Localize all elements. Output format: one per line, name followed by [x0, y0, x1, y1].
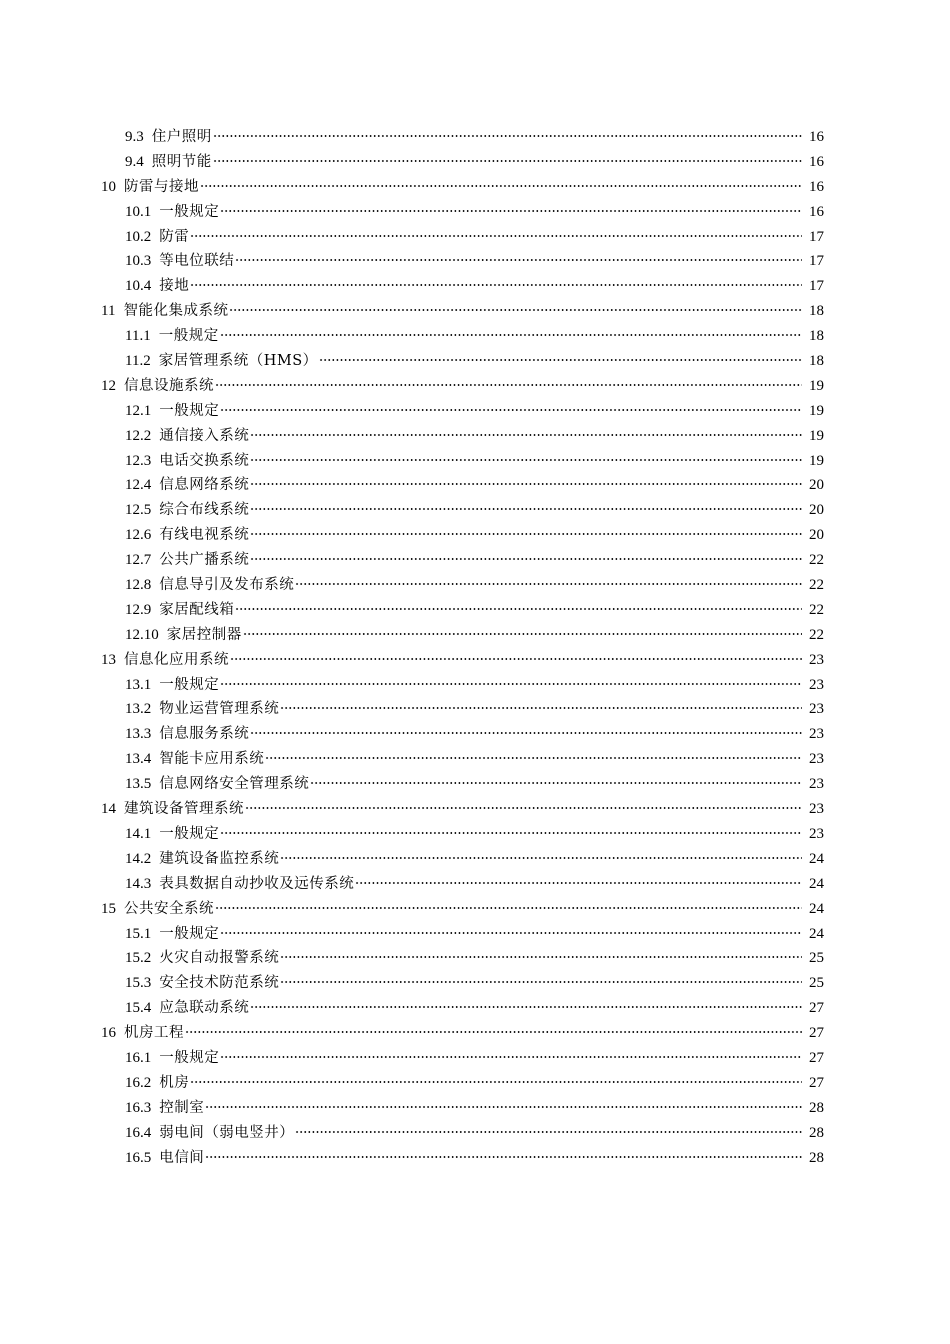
dot-leader	[280, 857, 802, 859]
dot-leader	[220, 1056, 802, 1058]
toc-entry-number: 9.3	[125, 129, 144, 145]
dot-leader	[220, 832, 802, 834]
dot-leader	[220, 683, 802, 685]
toc-entry[interactable]	[0, 648, 950, 673]
dot-leader	[245, 807, 802, 809]
toc-entry-page-number: 17	[809, 253, 824, 270]
dot-leader	[250, 434, 802, 436]
toc-entry-page-number: 23	[809, 801, 824, 818]
toc-entry-page-number: 16	[809, 178, 824, 195]
toc-entry-page-number: 19	[809, 377, 824, 394]
toc-entry[interactable]	[0, 324, 950, 349]
toc-entry-number: 13.2	[125, 701, 152, 718]
toc-entry-title: 一般规定	[159, 203, 220, 220]
toc-entry[interactable]	[0, 623, 950, 648]
dot-leader	[250, 459, 802, 461]
toc-entry-number: 10.2	[125, 228, 152, 245]
toc-entry[interactable]	[0, 399, 950, 424]
toc-entry-title: 防雷	[159, 228, 190, 245]
dot-leader	[243, 633, 802, 635]
toc-entry-page-number: 22	[809, 601, 824, 618]
toc-entry-number: 10.1	[125, 203, 152, 220]
dot-leader	[235, 608, 802, 610]
dot-leader	[205, 1156, 802, 1158]
toc-entry[interactable]	[0, 971, 950, 996]
toc-entry-number: 12	[101, 377, 116, 394]
toc-entry-number: 12.3	[125, 452, 152, 469]
toc-entry[interactable]	[0, 722, 950, 747]
dot-leader	[190, 1081, 802, 1083]
toc-entry[interactable]	[0, 225, 950, 250]
toc-entry-title: 信息设施系统	[124, 377, 214, 394]
toc-entry-page-number: 28	[809, 1124, 824, 1141]
toc-entry[interactable]	[0, 1146, 950, 1171]
toc-entry-number: 15.1	[125, 925, 152, 942]
toc-entry-title: 弱电间（弱电竖井）	[159, 1124, 295, 1141]
toc-entry[interactable]	[0, 498, 950, 523]
toc-entry-title: 机房	[159, 1074, 190, 1091]
toc-entry-page-number: 20	[809, 502, 824, 519]
toc-entry-number: 10.3	[125, 253, 152, 270]
toc-entry-number: 15.2	[125, 950, 152, 967]
dot-leader	[355, 882, 802, 884]
toc-entry-number: 16.1	[125, 1049, 152, 1066]
toc-entry-title: 智能化集成系统	[123, 303, 229, 320]
dot-leader	[215, 384, 802, 386]
toc-entry-title: 表具数据自动抄收及远传系统	[159, 875, 355, 892]
toc-entry-page-number: 18	[809, 353, 824, 370]
toc-entry[interactable]	[0, 897, 950, 922]
dot-leader	[213, 160, 802, 162]
toc-entry-title: 防雷与接地	[124, 178, 199, 195]
toc-entry-number: 14.3	[125, 875, 152, 892]
toc-entry-title: 一般规定	[159, 676, 220, 693]
toc-entry[interactable]	[0, 449, 950, 474]
dot-leader	[190, 284, 802, 286]
toc-entry-title: 照明节能	[151, 153, 212, 170]
toc-entry-page-number: 23	[809, 776, 824, 793]
toc-entry-page-number: 23	[809, 676, 824, 693]
toc-entry-title: 一般规定	[158, 328, 219, 345]
toc-entry-page-number: 18	[809, 303, 824, 320]
toc-entry-number: 10	[101, 178, 116, 195]
toc-entry-page-number: 19	[809, 427, 824, 444]
toc-entry-page-number: 16	[809, 153, 824, 170]
toc-entry[interactable]	[0, 125, 950, 150]
toc-entry-number: 12.8	[125, 577, 152, 594]
toc-entry-number: 12.7	[125, 552, 152, 569]
toc-entry-number: 14.1	[125, 825, 152, 842]
toc-entry-title: 控制室	[159, 1099, 205, 1116]
toc-entry-title: 信息服务系统	[159, 726, 250, 743]
toc-entry-number: 13.1	[125, 676, 152, 693]
toc-entry[interactable]	[0, 847, 950, 872]
dot-leader	[220, 334, 802, 336]
toc-entry-number: 12.10	[125, 626, 159, 643]
toc-entry-number: 13.3	[125, 726, 152, 743]
toc-entry[interactable]	[0, 822, 950, 847]
toc-entry-title: 有线电视系统	[159, 527, 250, 544]
toc-entry[interactable]	[0, 922, 950, 947]
dot-leader	[250, 558, 802, 560]
toc-entry-number: 12.9	[125, 601, 152, 618]
toc-entry[interactable]	[0, 1021, 950, 1046]
toc-entry-title: 应急联动系统	[159, 1000, 250, 1017]
toc-entry-title: 一般规定	[159, 925, 220, 942]
dot-leader	[250, 508, 802, 510]
toc-entry-page-number: 24	[809, 925, 824, 942]
toc-entry-number: 9.4	[125, 153, 144, 170]
toc-entry-title: 智能卡应用系统	[159, 751, 265, 768]
toc-entry-page-number: 28	[809, 1099, 824, 1116]
toc-entry-number: 13.5	[125, 776, 152, 793]
toc-entry[interactable]	[0, 872, 950, 897]
toc-entry-title: 家居管理系统（HMS）	[158, 353, 318, 370]
toc-entry-title: 公共安全系统	[124, 900, 214, 917]
toc-entry-page-number: 23	[809, 726, 824, 743]
dot-leader	[220, 409, 802, 411]
dot-leader	[213, 135, 802, 137]
dot-leader	[230, 658, 802, 660]
toc-entry-number: 11	[101, 303, 116, 320]
toc-entry[interactable]	[0, 946, 950, 971]
dot-leader	[295, 583, 802, 585]
toc-entry[interactable]	[0, 1096, 950, 1121]
dot-leader	[250, 483, 802, 485]
toc-entry-page-number: 27	[809, 1025, 824, 1042]
toc-entry[interactable]	[0, 473, 950, 498]
toc-entry-page-number: 24	[809, 875, 824, 892]
toc-entry-title: 电话交换系统	[159, 452, 250, 469]
dot-leader	[280, 707, 802, 709]
toc-entry[interactable]	[0, 150, 950, 175]
toc-entry-page-number: 19	[809, 402, 824, 419]
toc-entry-page-number: 27	[809, 1074, 824, 1091]
toc-entry[interactable]	[0, 1046, 950, 1071]
toc-entry[interactable]	[0, 598, 950, 623]
toc-entry-number: 12.2	[125, 427, 152, 444]
toc-entry[interactable]	[0, 175, 950, 200]
dot-leader	[250, 533, 802, 535]
dot-leader	[190, 235, 802, 237]
toc-entry-number: 12.5	[125, 502, 152, 519]
toc-entry-number: 16.2	[125, 1074, 152, 1091]
toc-entry-page-number: 18	[809, 328, 824, 345]
toc-entry-number: 10.4	[125, 278, 152, 295]
toc-entry-title: 电信间	[159, 1149, 205, 1166]
toc-entry-number: 16.3	[125, 1099, 152, 1116]
toc-entry-page-number: 27	[809, 1000, 824, 1017]
toc-entry-number: 13.4	[125, 751, 152, 768]
toc-entry-number: 14	[101, 801, 116, 818]
toc-entry-page-number: 22	[809, 577, 824, 594]
toc-entry[interactable]	[0, 697, 950, 722]
toc-entry[interactable]	[0, 349, 950, 374]
toc-entry-title: 接地	[159, 278, 190, 295]
toc-entry[interactable]	[0, 747, 950, 772]
toc-entry-page-number: 23	[809, 651, 824, 668]
toc-entry[interactable]	[0, 673, 950, 698]
dot-leader	[235, 259, 802, 261]
toc-entry-number: 16.5	[125, 1149, 152, 1166]
toc-entry-title: 信息网络安全管理系统	[159, 776, 310, 793]
dot-leader	[220, 210, 802, 212]
toc-entry-number: 12.6	[125, 527, 152, 544]
dot-leader	[200, 185, 802, 187]
toc-entry-number: 11.2	[125, 353, 151, 370]
dot-leader	[295, 1131, 802, 1133]
toc-entry-title: 公共广播系统	[159, 552, 250, 569]
toc-entry-page-number: 20	[809, 477, 824, 494]
toc-entry[interactable]	[0, 424, 950, 449]
toc-entry-title: 安全技术防范系统	[159, 975, 280, 992]
toc-entry-page-number: 17	[809, 228, 824, 245]
toc-entry-number: 12.4	[125, 477, 152, 494]
toc-entry-page-number: 25	[809, 950, 824, 967]
toc-entry-page-number: 20	[809, 527, 824, 544]
toc-entry-page-number: 19	[809, 452, 824, 469]
toc-entry[interactable]	[0, 1071, 950, 1096]
toc-entry-number: 13	[101, 651, 116, 668]
toc-entry-title: 建筑设备管理系统	[124, 801, 244, 818]
dot-leader	[229, 309, 802, 311]
toc-entry[interactable]	[0, 772, 950, 797]
toc-entry-number: 15.4	[125, 1000, 152, 1017]
toc-entry[interactable]	[0, 523, 950, 548]
dot-leader	[310, 782, 802, 784]
toc-entry-number: 14.2	[125, 850, 152, 867]
toc-entry-title: 家居控制器	[166, 626, 242, 643]
toc-entry-title: 一般规定	[159, 1049, 220, 1066]
toc-entry[interactable]	[0, 573, 950, 598]
toc-entry-title: 家居配线箱	[159, 601, 235, 618]
toc-entry-page-number: 25	[809, 975, 824, 992]
dot-leader	[250, 1006, 802, 1008]
toc-entry-title: 信息网络系统	[159, 477, 250, 494]
dot-leader	[185, 1031, 802, 1033]
dot-leader	[280, 956, 802, 958]
dot-leader	[265, 757, 802, 759]
toc-entry-title: 一般规定	[159, 825, 220, 842]
toc-entry-page-number: 16	[809, 129, 824, 145]
toc-entry[interactable]	[0, 274, 950, 299]
toc-entry-page-number: 23	[809, 701, 824, 718]
toc-entry[interactable]	[0, 548, 950, 573]
toc-entry-page-number: 22	[809, 552, 824, 569]
table-of-contents	[0, 125, 950, 1170]
toc-entry-page-number: 24	[809, 900, 824, 917]
toc-entry-page-number: 16	[809, 203, 824, 220]
toc-entry-title: 综合布线系统	[159, 502, 250, 519]
toc-entry[interactable]	[0, 797, 950, 822]
toc-entry-title: 机房工程	[124, 1025, 184, 1042]
toc-entry-number: 16	[101, 1025, 116, 1042]
toc-entry[interactable]	[0, 200, 950, 225]
toc-entry[interactable]	[0, 374, 950, 399]
toc-entry-number: 12.1	[125, 402, 152, 419]
toc-entry-page-number: 23	[809, 825, 824, 842]
toc-entry-page-number: 27	[809, 1049, 824, 1066]
toc-entry-number: 15.3	[125, 975, 152, 992]
toc-entry-title: 等电位联结	[159, 253, 235, 270]
toc-entry[interactable]	[0, 996, 950, 1021]
toc-entry-title: 一般规定	[159, 402, 220, 419]
toc-entry-page-number: 24	[809, 850, 824, 867]
toc-entry-number: 11.1	[125, 328, 151, 345]
toc-entry-title: 信息导引及发布系统	[159, 577, 295, 594]
toc-entry-title: 信息化应用系统	[124, 651, 229, 668]
dot-leader	[205, 1106, 802, 1108]
toc-entry[interactable]	[0, 299, 950, 324]
toc-entry-number: 16.4	[125, 1124, 152, 1141]
dot-leader	[280, 981, 802, 983]
dot-leader	[319, 359, 802, 361]
toc-entry-page-number: 28	[809, 1149, 824, 1166]
toc-entry-title: 物业运营管理系统	[159, 701, 280, 718]
toc-entry-page-number: 23	[809, 751, 824, 768]
toc-entry-title: 火灾自动报警系统	[159, 950, 280, 967]
toc-entry-title: 建筑设备监控系统	[159, 850, 280, 867]
toc-entry[interactable]	[0, 249, 950, 274]
toc-entry-title: 通信接入系统	[159, 427, 250, 444]
dot-leader	[220, 932, 802, 934]
toc-entry-number: 15	[101, 900, 116, 917]
dot-leader	[250, 732, 802, 734]
toc-entry[interactable]	[0, 1121, 950, 1146]
toc-entry-page-number: 22	[809, 626, 824, 643]
toc-entry-title: 住户照明	[151, 129, 212, 145]
dot-leader	[215, 907, 802, 909]
toc-entry-page-number: 17	[809, 278, 824, 295]
